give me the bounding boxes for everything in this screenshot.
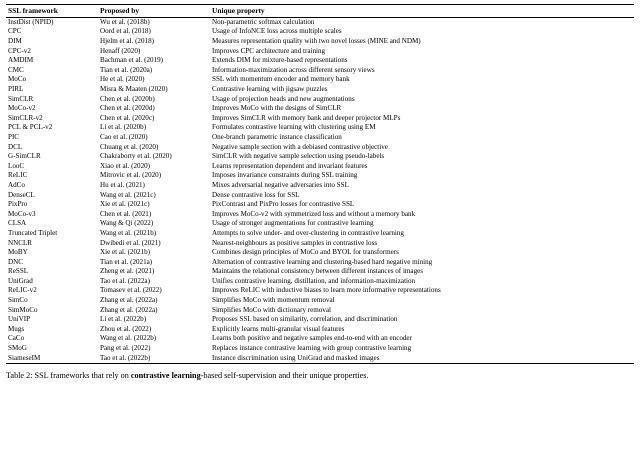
- cell-proposed-by: Zhang et al. (2022a): [100, 296, 158, 305]
- cell-unique-property: Non-parametric softmax calculation: [212, 17, 315, 26]
- cell-framework: CPC-v2: [8, 46, 31, 55]
- table-row: [6, 85, 634, 95]
- cell-framework: CMC: [8, 65, 24, 74]
- cell-unique-property: Improves MoCo-v2 with symmetrized loss and without a memory bank: [212, 209, 416, 218]
- table-row: [6, 66, 634, 76]
- table-row: [6, 344, 634, 354]
- table-header-row: [6, 5, 634, 18]
- cell-framework: ReLIC-v2: [8, 286, 37, 295]
- ssl-frameworks-table: [6, 4, 634, 364]
- cell-framework: PCL & PCL-v2: [8, 123, 53, 132]
- cell-unique-property: Measures representation quality with two novel losses (MINE and NDM): [212, 37, 421, 46]
- table-row: [6, 142, 634, 152]
- cell-framework: SiameseIM: [8, 353, 41, 362]
- cell-proposed-by: Xiao et al. (2020): [100, 161, 151, 170]
- cell-unique-property: Explicitly learns multi-granular visual features: [212, 324, 345, 333]
- cell-proposed-by: Dwibedi et al. (2021): [100, 238, 161, 247]
- table-row: [6, 123, 634, 133]
- cell-framework: SMoG: [8, 344, 27, 353]
- cell-unique-property: One-branch parametric instance classification: [212, 132, 342, 141]
- table-row: [6, 75, 634, 85]
- cell-framework: LooC: [8, 161, 25, 170]
- caption-label: Table 2:: [6, 370, 33, 380]
- cell-framework: NNCLR: [8, 238, 33, 247]
- cell-framework: G-SimCLR: [8, 152, 41, 161]
- cell-proposed-by: Bachman et al. (2019): [100, 56, 164, 65]
- table-row: [6, 257, 634, 267]
- cell-framework: DenseCL: [8, 190, 35, 199]
- table-body: [6, 17, 634, 363]
- cell-framework: CaCo: [8, 334, 25, 343]
- cell-unique-property: Usage of stronger augmentations for contrastive learning: [212, 219, 374, 228]
- table-row: [6, 248, 634, 258]
- cell-framework: UniGrad: [8, 276, 33, 285]
- table-row: [6, 305, 634, 315]
- table-row: [6, 353, 634, 363]
- cell-framework: Truncated Triplet: [8, 228, 58, 237]
- cell-framework: InstDist (NPID): [8, 17, 54, 26]
- cell-proposed-by: Chen et al. (2021): [100, 209, 152, 218]
- cell-unique-property: Simplifies MoCo with dictionary removal: [212, 305, 332, 314]
- table-row: [6, 334, 634, 344]
- column-header-proposed-by: Proposed by: [100, 5, 140, 15]
- table-row: [6, 219, 634, 229]
- table-row: [6, 94, 634, 104]
- table-row: [6, 152, 634, 162]
- cell-proposed-by: Chuang et al. (2020): [100, 142, 159, 151]
- cell-unique-property: Learns representation dependent and invariant features: [212, 161, 368, 170]
- cell-unique-property: Imposes invariance constraints during SSL training: [212, 171, 358, 180]
- cell-proposed-by: Henaff (2020): [100, 46, 141, 55]
- table-row: [6, 325, 634, 335]
- cell-framework: MoCo-v3: [8, 209, 36, 218]
- table-row: [6, 17, 634, 27]
- cell-unique-property: Mixes adversarial negative adversaries into SSL: [212, 180, 349, 189]
- table-row: [6, 171, 634, 181]
- cell-unique-property: Unifies contrastive learning, distillation, and information-maximization: [212, 276, 416, 285]
- cell-unique-property: Usage of InfoNCE loss across multiple scales: [212, 27, 342, 36]
- cell-proposed-by: Zhou et al. (2022): [100, 324, 152, 333]
- cell-unique-property: Replaces instance contrastive learning with group contrastive learning: [212, 344, 412, 353]
- table-row: [6, 104, 634, 114]
- cell-proposed-by: Tian et al. (2021a): [100, 257, 153, 266]
- cell-framework: CLSA: [8, 219, 27, 228]
- table-row: [6, 315, 634, 325]
- table-row: [6, 37, 634, 47]
- cell-proposed-by: Tomasev et al. (2022): [100, 286, 162, 295]
- cell-proposed-by: Mitrovic et al. (2020): [100, 171, 162, 180]
- cell-proposed-by: He et al. (2020): [100, 75, 145, 84]
- cell-unique-property: SSL with momentum encoder and memory bank: [212, 75, 350, 84]
- cell-unique-property: Improves MoCo with the designs of SimCLR: [212, 104, 342, 113]
- table-row: [6, 162, 634, 172]
- cell-framework: MoBY: [8, 248, 28, 257]
- column-header-framework: SSL framework: [8, 5, 58, 15]
- cell-framework: ReSSL: [8, 267, 29, 276]
- table-row: [6, 181, 634, 191]
- cell-framework: UniVIP: [8, 315, 31, 324]
- cell-framework: SimMoCo: [8, 305, 38, 314]
- cell-framework: MoCo: [8, 75, 27, 84]
- cell-unique-property: Improves CPC architecture and training: [212, 46, 326, 55]
- cell-unique-property: Instance discrimination using UniGrad and masked images: [212, 353, 380, 362]
- cell-proposed-by: Wang et al. (2021c): [100, 190, 156, 199]
- table-row: [6, 56, 634, 66]
- cell-proposed-by: Hjelm et al. (2018): [100, 37, 154, 46]
- cell-proposed-by: Wu et al. (2018b): [100, 17, 150, 26]
- cell-framework: DNC: [8, 257, 23, 266]
- cell-unique-property: Maintains the relational consistency between different instances of images: [212, 267, 424, 276]
- table-row: [6, 114, 634, 124]
- cell-proposed-by: Wang et al. (2021b): [100, 228, 157, 237]
- cell-proposed-by: Li et al. (2022b): [100, 315, 147, 324]
- cell-unique-property: Negative sample section with a debiased contrastive objective: [212, 142, 388, 151]
- cell-framework: SimCLR: [8, 94, 34, 103]
- cell-framework: PIRL: [8, 85, 24, 93]
- cell-proposed-by: Pang et al. (2022): [100, 344, 151, 353]
- cell-unique-property: Simplifies MoCo with momentum removal: [212, 296, 335, 305]
- cell-framework: DIM: [8, 37, 22, 46]
- cell-proposed-by: Tian et al. (2020a): [100, 65, 153, 74]
- cell-proposed-by: Xie et al. (2021c): [100, 200, 150, 209]
- table-caption: [6, 371, 634, 382]
- table-row: [6, 238, 634, 248]
- cell-unique-property: Improves ReLIC with inductive biases to learn more informative representations: [212, 286, 441, 295]
- cell-unique-property: Information-maximization across different sensory views: [212, 65, 375, 74]
- cell-framework: PixPro: [8, 200, 28, 209]
- table-header: [6, 5, 634, 18]
- cell-proposed-by: Zhang et al. (2022a): [100, 305, 158, 314]
- table-row: [6, 190, 634, 200]
- cell-unique-property: Usage of projection heads and new augmentations: [212, 94, 355, 103]
- cell-unique-property: Nearest-neighbours as positive samples in contrastive loss: [212, 238, 378, 247]
- table-row: [6, 27, 634, 37]
- cell-proposed-by: Chen et al. (2020d): [100, 104, 155, 113]
- cell-framework: SimCLR-v2: [8, 113, 43, 122]
- cell-proposed-by: Chen et al. (2020c): [100, 113, 155, 122]
- cell-proposed-by: Chakraborty et al. (2020): [100, 152, 172, 161]
- table-row: [6, 286, 634, 296]
- cell-unique-property: PixContrast and PixPro losses for contrastive SSL: [212, 200, 355, 209]
- cell-proposed-by: Hu et al. (2021): [100, 180, 145, 189]
- table-row: [6, 229, 634, 239]
- cell-proposed-by: Xie et al. (2021b): [100, 248, 151, 257]
- cell-unique-property: Learns both positive and negative samples end-to-end with an encoder: [212, 334, 412, 343]
- cell-framework: CPC: [8, 27, 22, 36]
- table-row: [6, 209, 634, 219]
- table-row: [6, 296, 634, 306]
- cell-proposed-by: Oord et al. (2018): [100, 27, 151, 36]
- cell-unique-property: Contrastive learning with jigsaw puzzles: [212, 85, 328, 93]
- cell-framework: MoCo-v2: [8, 104, 36, 113]
- cell-framework: AMDIM: [8, 56, 34, 65]
- cell-proposed-by: Tao et al. (2022b): [100, 353, 151, 362]
- cell-unique-property: Attempts to solve under- and over-clustering in contrastive learning: [212, 228, 404, 237]
- cell-proposed-by: Misra & Maaten (2020): [100, 85, 168, 93]
- cell-proposed-by: Li et al. (2020b): [100, 123, 147, 132]
- table-row: [6, 133, 634, 143]
- cell-proposed-by: Tao et al. (2022a): [100, 276, 150, 285]
- caption-bold-term: contrastive learning: [130, 370, 201, 380]
- cell-framework: PIC: [8, 132, 20, 141]
- caption-text-after: -based self-supervision and their unique properties.: [200, 370, 369, 380]
- cell-proposed-by: Wang et al. (2022b): [100, 334, 157, 343]
- cell-unique-property: Extends DIM for mixture-based representations: [212, 56, 348, 65]
- table-row: [6, 277, 634, 287]
- cell-framework: DCL: [8, 142, 23, 151]
- cell-framework: ReLIC: [8, 171, 28, 180]
- cell-unique-property: Formulates contrastive learning with clustering using EM: [212, 123, 376, 132]
- cell-unique-property: Alternation of contrastive learning and clustering-based hard negative mining: [212, 257, 433, 266]
- cell-proposed-by: Wang & Qi (2022): [100, 219, 154, 228]
- table-row: [6, 267, 634, 277]
- table-row: [6, 46, 634, 56]
- cell-unique-property: Dense contrastive loss for SSL: [212, 190, 300, 199]
- cell-unique-property: Proposes SSL based on similarity, correlation, and discrimination: [212, 315, 398, 324]
- cell-proposed-by: Zheng et al. (2021): [100, 267, 155, 276]
- column-header-unique-property: Unique property: [212, 5, 265, 15]
- cell-proposed-by: Cao et al. (2020): [100, 132, 148, 141]
- caption-text-before: SSL frameworks that rely on: [32, 370, 131, 380]
- cell-framework: Mugs: [8, 324, 25, 333]
- cell-unique-property: SimCLR with negative sample selection using pseudo-labels: [212, 152, 385, 161]
- cell-proposed-by: Chen et al. (2020b): [100, 94, 155, 103]
- table-row: [6, 200, 634, 210]
- cell-framework: AdCo: [8, 180, 25, 189]
- cell-unique-property: Improves SimCLR with memory bank and deeper projector MLPs: [212, 113, 401, 122]
- cell-framework: SimCo: [8, 296, 28, 305]
- cell-unique-property: Combines design principles of MoCo and BYOL for transformers: [212, 248, 399, 257]
